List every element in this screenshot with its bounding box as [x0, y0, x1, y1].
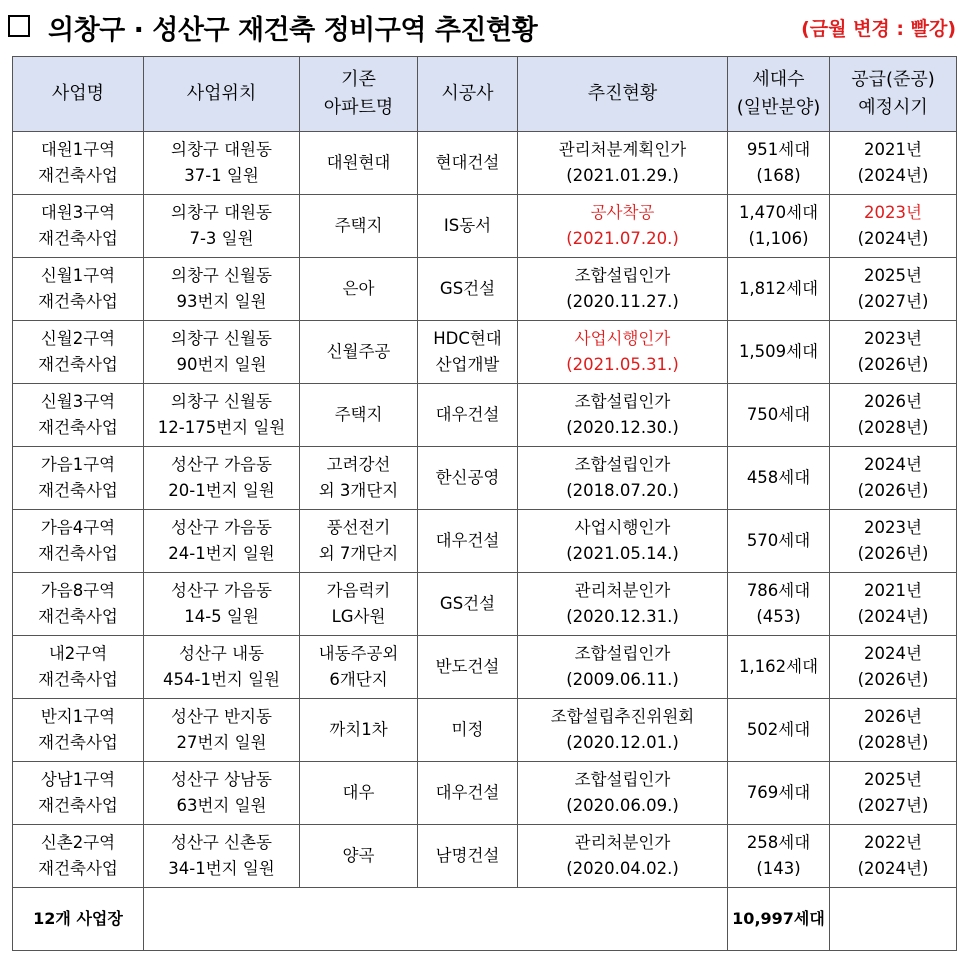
cell-line: (2026년): [857, 544, 929, 563]
cell-line: 주택지: [334, 216, 383, 235]
progress-cell: [518, 699, 728, 762]
cell-line: (2027년): [857, 796, 929, 815]
cell-line: 신월1구역: [40, 266, 116, 285]
project-name-cell: [13, 132, 144, 195]
cell-line: 2025년: [864, 266, 922, 285]
builder-cell: [418, 384, 518, 447]
cell-line: 24-1번지 일원: [168, 544, 275, 563]
cell-line: 신월2구역: [40, 329, 116, 348]
cell-line: 재건축사업: [38, 796, 118, 815]
progress-cell: [518, 762, 728, 825]
units-cell: [728, 258, 830, 321]
project-name-cell: [13, 321, 144, 384]
cell-line: 외 3개단지: [318, 481, 399, 500]
cell-line: 2021년: [864, 140, 922, 159]
progress-cell: [518, 132, 728, 195]
cell-line: (1,106): [748, 229, 809, 248]
supply-date-cell: [830, 321, 957, 384]
header-progress: [518, 57, 728, 132]
cell-line: 내2구역: [48, 644, 108, 663]
units-cell: [728, 825, 830, 888]
cell-line: 의창구 대원동: [171, 140, 272, 159]
cell-line: 재건축사업: [38, 859, 118, 878]
builder-cell: [418, 636, 518, 699]
cell-line: 성산구 신촌동: [171, 833, 272, 852]
location-cell: [144, 321, 300, 384]
apartment-cell: [300, 573, 418, 636]
project-name-cell: [13, 762, 144, 825]
cell-line: 가음럭키: [326, 581, 391, 600]
cell-line: (2009.06.11.): [566, 670, 679, 689]
apartment-cell: [300, 699, 418, 762]
cell-line: 양곡: [342, 846, 375, 865]
cell-line: 2023년: [864, 518, 922, 537]
builder-cell: [418, 699, 518, 762]
cell-line: 외 7개단지: [318, 544, 399, 563]
cell-line: 신월주공: [326, 342, 391, 361]
progress-cell: [518, 195, 728, 258]
cell-line: 1,509세대: [738, 342, 819, 361]
cell-line: 반지1구역: [40, 707, 116, 726]
progress-cell: [518, 447, 728, 510]
cell-line: 까치1차: [329, 720, 388, 739]
supply-date-cell: [830, 762, 957, 825]
total-units: 10,997세대: [728, 888, 830, 951]
cell-line: IS동서: [443, 216, 492, 235]
cell-line: 한신공영: [435, 468, 500, 487]
cell-line: 20-1번지 일원: [168, 481, 275, 500]
location-cell: [144, 699, 300, 762]
cell-line: 조합설립인가: [574, 644, 671, 663]
cell-line: 1,162세대: [738, 657, 819, 676]
cell-line: (2020.12.01.): [566, 733, 679, 752]
progress-cell: [518, 384, 728, 447]
cell-line: (2021.05.31.): [566, 355, 679, 374]
cell-line: 951세대: [746, 140, 811, 159]
cell-line: (2028년): [857, 418, 929, 437]
cell-line: 사업명: [51, 83, 105, 104]
cell-line: 재건축사업: [38, 166, 118, 185]
cell-line: 공사착공: [590, 203, 655, 222]
builder-cell: [418, 510, 518, 573]
table-row: [13, 636, 957, 699]
cell-line: 2024년: [864, 644, 922, 663]
project-name-cell: [13, 699, 144, 762]
header-location: [144, 57, 300, 132]
cell-line: 대우건설: [435, 405, 500, 424]
cell-line: 대원3구역: [40, 203, 116, 222]
cell-line: 7-3 일원: [189, 229, 254, 248]
cell-line: 풍선전기: [326, 518, 391, 537]
header-builder: [418, 57, 518, 132]
cell-line: (2020.12.30.): [566, 418, 679, 437]
units-cell: [728, 636, 830, 699]
cell-line: GS건설: [439, 279, 496, 298]
table-row: [13, 258, 957, 321]
cell-line: 추진현황: [587, 83, 658, 104]
table-row: [13, 762, 957, 825]
cell-line: 남명건설: [435, 846, 500, 865]
cell-line: (2024년): [857, 166, 929, 185]
cell-line: 조합설립추진위원회: [550, 707, 695, 726]
cell-line: (168): [756, 166, 801, 185]
supply-date-cell: [830, 699, 957, 762]
cell-line: 조합설립인가: [574, 770, 671, 789]
units-cell: [728, 195, 830, 258]
cell-line: (2020.06.09.): [566, 796, 679, 815]
cell-line: 의창구 신월동: [171, 392, 272, 411]
cell-line: (2026년): [857, 670, 929, 689]
apartment-cell: [300, 384, 418, 447]
cell-line: 2023년: [864, 329, 922, 348]
supply-date-cell: [830, 573, 957, 636]
cell-line: (2026년): [857, 355, 929, 374]
table-header-row: [13, 57, 957, 132]
cell-line: 750세대: [746, 405, 811, 424]
cell-line: 12-175번지 일원: [157, 418, 286, 437]
units-cell: [728, 762, 830, 825]
builder-cell: [418, 573, 518, 636]
cell-line: LG사원: [331, 607, 386, 626]
cell-line: (2028년): [857, 733, 929, 752]
builder-cell: [418, 825, 518, 888]
table-row: [13, 699, 957, 762]
cell-line: (일반분양): [736, 97, 821, 118]
checkbox-icon: [8, 15, 30, 37]
header-units: [728, 57, 830, 132]
cell-line: 의창구 신월동: [171, 266, 272, 285]
cell-line: 2026년: [864, 707, 922, 726]
cell-line: 재건축사업: [38, 733, 118, 752]
cell-line: 성산구 가음동: [171, 455, 272, 474]
units-cell: [728, 321, 830, 384]
cell-line: 현대건설: [435, 153, 500, 172]
header-existing-apartment: [300, 57, 418, 132]
table-row: [13, 384, 957, 447]
cell-line: 2021년: [864, 581, 922, 600]
cell-line: 반도건설: [435, 657, 500, 676]
cell-line: 가음4구역: [40, 518, 116, 537]
total-empty-cell: [144, 888, 728, 951]
cell-line: 기존: [341, 69, 376, 90]
cell-line: (453): [756, 607, 801, 626]
cell-line: 63번지 일원: [176, 796, 267, 815]
total-label: 12개 사업장: [13, 888, 144, 951]
project-name-cell: [13, 384, 144, 447]
builder-cell: [418, 762, 518, 825]
cell-line: 재건축사업: [38, 481, 118, 500]
apartment-cell: [300, 762, 418, 825]
cell-line: (2021.01.29.): [566, 166, 679, 185]
location-cell: [144, 384, 300, 447]
document-title: 의창구 · 성산구 재건축 정비구역 추진현황: [48, 15, 538, 46]
cell-line: 신촌2구역: [40, 833, 116, 852]
cell-line: 아파트명: [323, 97, 394, 118]
cell-line: 37-1 일원: [184, 166, 259, 185]
cell-line: 458세대: [746, 468, 811, 487]
cell-line: 대원1구역: [40, 140, 116, 159]
apartment-cell: [300, 132, 418, 195]
cell-line: 의창구 신월동: [171, 329, 272, 348]
cell-line: 가음8구역: [40, 581, 116, 600]
cell-line: 454-1번지 일원: [163, 670, 280, 689]
apartment-cell: [300, 321, 418, 384]
project-name-cell: [13, 258, 144, 321]
cell-line: (2026년): [857, 481, 929, 500]
total-empty-cell: [830, 888, 957, 951]
cell-line: 산업개발: [435, 355, 500, 374]
cell-line: 은아: [342, 279, 375, 298]
cell-line: 재건축사업: [38, 670, 118, 689]
cell-line: 시공사: [441, 83, 494, 104]
cell-line: GS건설: [439, 594, 496, 613]
location-cell: [144, 447, 300, 510]
cell-line: 대우건설: [435, 531, 500, 550]
cell-line: (2024년): [857, 607, 929, 626]
cell-line: 성산구 가음동: [171, 518, 272, 537]
units-cell: [728, 573, 830, 636]
cell-line: 2023년: [864, 203, 922, 222]
cell-line: 14-5 일원: [184, 607, 259, 626]
apartment-cell: [300, 510, 418, 573]
cell-line: (2027년): [857, 292, 929, 311]
builder-cell: [418, 258, 518, 321]
progress-cell: [518, 510, 728, 573]
cell-line: 재건축사업: [38, 292, 118, 311]
cell-line: 90번지 일원: [176, 355, 267, 374]
cell-line: 신월3구역: [40, 392, 116, 411]
cell-line: HDC현대: [433, 329, 502, 348]
cell-line: 1,470세대: [738, 203, 819, 222]
builder-cell: [418, 447, 518, 510]
cell-line: 조합설립인가: [574, 455, 671, 474]
supply-date-cell: [830, 132, 957, 195]
cell-line: 대우건설: [435, 783, 500, 802]
cell-line: 재건축사업: [38, 229, 118, 248]
supply-date-cell: [830, 636, 957, 699]
cell-line: 성산구 상남동: [171, 770, 272, 789]
cell-line: 성산구 가음동: [171, 581, 272, 600]
project-name-cell: [13, 447, 144, 510]
cell-line: (2018.07.20.): [566, 481, 679, 500]
project-name-cell: [13, 636, 144, 699]
cell-line: 769세대: [746, 783, 811, 802]
apartment-cell: [300, 258, 418, 321]
cell-line: 성산구 반지동: [171, 707, 272, 726]
cell-line: 가음1구역: [40, 455, 116, 474]
cell-line: 고려강선: [326, 455, 391, 474]
cell-line: 성산구 내동: [179, 644, 264, 663]
cell-line: (2020.04.02.): [566, 859, 679, 878]
cell-line: 258세대: [746, 833, 811, 852]
project-name-cell: [13, 573, 144, 636]
units-cell: [728, 447, 830, 510]
units-cell: [728, 384, 830, 447]
status-table: [12, 56, 957, 951]
cell-line: 사업위치: [186, 83, 257, 104]
table-row: [13, 825, 957, 888]
cell-line: 6개단지: [329, 670, 388, 689]
cell-line: 2022년: [864, 833, 922, 852]
cell-line: 의창구 대원동: [171, 203, 272, 222]
header-supply-date: [830, 57, 957, 132]
units-cell: [728, 510, 830, 573]
total-row: [13, 888, 957, 951]
progress-cell: [518, 636, 728, 699]
project-name-cell: [13, 510, 144, 573]
table-row: [13, 132, 957, 195]
units-cell: [728, 132, 830, 195]
location-cell: [144, 195, 300, 258]
progress-cell: [518, 258, 728, 321]
cell-line: (2024년): [857, 859, 929, 878]
supply-date-cell: [830, 258, 957, 321]
cell-line: 관리처분계획인가: [558, 140, 687, 159]
cell-line: 관리처분인가: [574, 833, 671, 852]
cell-line: 상남1구역: [40, 770, 116, 789]
cell-line: (2021.07.20.): [566, 229, 679, 248]
cell-line: 사업시행인가: [574, 329, 671, 348]
cell-line: (143): [756, 859, 801, 878]
table-row: [13, 510, 957, 573]
cell-line: 예정시기: [858, 97, 928, 118]
location-cell: [144, 825, 300, 888]
cell-line: 사업시행인가: [574, 518, 671, 537]
cell-line: 재건축사업: [38, 355, 118, 374]
supply-date-cell: [830, 510, 957, 573]
cell-line: 관리처분인가: [574, 581, 671, 600]
cell-line: 570세대: [746, 531, 811, 550]
cell-line: (2021.05.14.): [566, 544, 679, 563]
supply-date-cell: [830, 195, 957, 258]
progress-cell: [518, 321, 728, 384]
cell-line: 재건축사업: [38, 544, 118, 563]
cell-line: 93번지 일원: [176, 292, 267, 311]
apartment-cell: [300, 636, 418, 699]
cell-line: 34-1번지 일원: [168, 859, 275, 878]
cell-line: 502세대: [746, 720, 811, 739]
supply-date-cell: [830, 825, 957, 888]
location-cell: [144, 573, 300, 636]
builder-cell: [418, 132, 518, 195]
cell-line: 미정: [451, 720, 484, 739]
header-project-name: [13, 57, 144, 132]
cell-line: (2020.11.27.): [566, 292, 679, 311]
location-cell: [144, 132, 300, 195]
table-body: [13, 132, 957, 888]
cell-line: 1,812세대: [738, 279, 819, 298]
cell-line: 대우: [342, 783, 375, 802]
cell-line: 2026년: [864, 392, 922, 411]
location-cell: [144, 510, 300, 573]
cell-line: 대원현대: [326, 153, 391, 172]
supply-date-cell: [830, 447, 957, 510]
apartment-cell: [300, 195, 418, 258]
units-cell: [728, 699, 830, 762]
location-cell: [144, 636, 300, 699]
project-name-cell: [13, 825, 144, 888]
table-row: [13, 447, 957, 510]
supply-date-cell: [830, 384, 957, 447]
progress-cell: [518, 573, 728, 636]
cell-line: 세대수: [752, 69, 805, 90]
title-bar: [8, 6, 958, 46]
progress-cell: [518, 825, 728, 888]
location-cell: [144, 762, 300, 825]
cell-line: 27번지 일원: [176, 733, 267, 752]
cell-line: 786세대: [746, 581, 811, 600]
apartment-cell: [300, 447, 418, 510]
cell-line: 공급(준공): [851, 69, 935, 90]
table-row: [13, 573, 957, 636]
cell-line: 내동주공외: [318, 644, 399, 663]
cell-line: 조합설립인가: [574, 392, 671, 411]
project-name-cell: [13, 195, 144, 258]
cell-line: 재건축사업: [38, 418, 118, 437]
cell-line: 주택지: [334, 405, 383, 424]
cell-line: (2024년): [857, 229, 929, 248]
cell-line: 2025년: [864, 770, 922, 789]
builder-cell: [418, 321, 518, 384]
table-row: [13, 321, 957, 384]
table-row: [13, 195, 957, 258]
cell-line: 재건축사업: [38, 607, 118, 626]
location-cell: [144, 258, 300, 321]
cell-line: 조합설립인가: [574, 266, 671, 285]
apartment-cell: [300, 825, 418, 888]
cell-line: 2024년: [864, 455, 922, 474]
builder-cell: [418, 195, 518, 258]
change-note: (금월 변경 : 빨강): [801, 18, 956, 40]
cell-line: (2020.12.31.): [566, 607, 679, 626]
